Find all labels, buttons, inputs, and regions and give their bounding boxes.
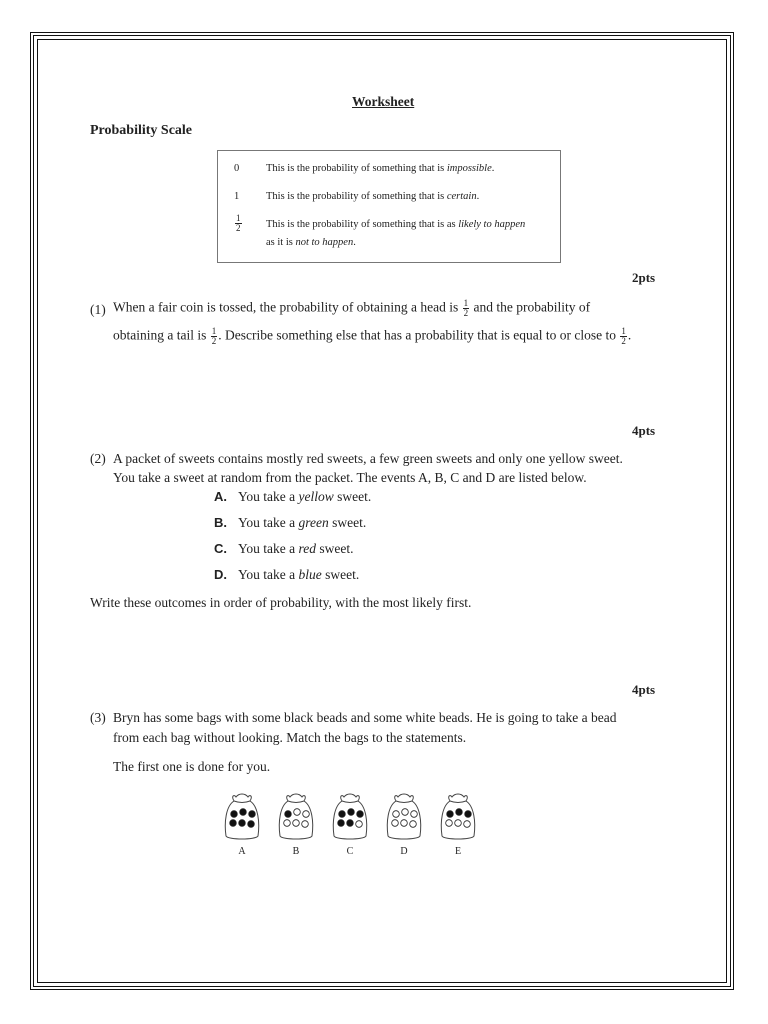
bead-black	[248, 821, 255, 828]
scale-desc-half-line2: as it is not to happen.	[266, 237, 356, 248]
bead-black	[465, 811, 472, 818]
probability-scale-box	[217, 150, 561, 263]
bead-white	[393, 811, 400, 818]
bag-a-icon	[222, 792, 262, 842]
bead-white	[356, 821, 363, 828]
scale-value-1: 1	[234, 191, 240, 202]
bag-label-a: A	[238, 846, 246, 857]
bead-black	[348, 809, 355, 816]
q1-number: (1)	[90, 302, 106, 317]
bead-black	[456, 809, 463, 816]
bead-white	[464, 821, 471, 828]
bead-white	[392, 820, 399, 827]
bead-white	[410, 821, 417, 828]
bead-black	[357, 811, 364, 818]
q2-option-b: B. You take a green sweet.	[214, 515, 367, 530]
bag-label-b: B	[292, 846, 300, 857]
q3-points: 4pts	[632, 682, 656, 697]
q1-line1: When a fair coin is tossed, the probability of obtaining a head is $\frac{1}{2}$ and the probability of	[113, 298, 591, 318]
bead-white	[401, 820, 408, 827]
bead-black	[447, 811, 454, 818]
bead-white	[411, 811, 418, 818]
scale-desc-half-line1: This is the probability of something that is as likely to happen	[266, 219, 526, 230]
bead-black	[230, 820, 237, 827]
bead-black	[338, 820, 345, 827]
q3-line2: from each bag without looking. Match the bags to the statements.	[113, 730, 467, 745]
bead-white	[402, 809, 409, 816]
bead-black	[347, 820, 354, 827]
scale-value-0: 0	[234, 163, 240, 174]
worksheet-title: Worksheet	[352, 94, 415, 109]
q2-option-a: A. You take a yellow sweet.	[214, 489, 372, 504]
bead-black	[285, 811, 292, 818]
probability-scale-heading: Probability Scale	[90, 123, 193, 138]
q1-line2: obtaining a tail is $\frac{1}{2}$ . Describe something else that has a probability that is equal to or close to $\frac{1}{2}$ .	[113, 326, 632, 346]
bead-white	[293, 820, 300, 827]
bag-b-icon	[276, 792, 316, 842]
scale-desc-1: This is the probability of something that is certain.	[266, 191, 480, 202]
bead-black	[339, 811, 346, 818]
bead-black	[240, 809, 247, 816]
bead-white	[446, 820, 453, 827]
bead-black	[249, 811, 256, 818]
bead-black	[239, 820, 246, 827]
bead-white	[284, 820, 291, 827]
bag-e-icon	[438, 792, 478, 842]
bead-white	[455, 820, 462, 827]
q3-number: (3)	[90, 710, 106, 725]
q1-points: 2pts	[632, 270, 656, 285]
q2-instruction: Write these outcomes in order of probability, with the most likely first.	[90, 595, 472, 610]
bead-black	[231, 811, 238, 818]
q2-option-d: D. You take a blue sweet.	[214, 567, 360, 582]
bead-white	[303, 811, 310, 818]
q2-points: 4pts	[632, 423, 656, 438]
bead-white	[302, 821, 309, 828]
bag-label-d: D	[400, 846, 408, 857]
bag-label-c: C	[346, 846, 354, 857]
scale-value-half: $\frac{1}{2}$	[236, 213, 241, 233]
q2-line2: You take a sweet at random from the packet. The events A, B, C and D are listed below.	[113, 470, 587, 485]
q3-line3: The first one is done for you.	[113, 759, 271, 774]
scale-desc-0: This is the probability of something that is impossible.	[266, 163, 495, 174]
bag-d-icon	[384, 792, 424, 842]
bead-white	[294, 809, 301, 816]
q2-number: (2)	[90, 451, 106, 466]
bead-bags	[222, 792, 492, 862]
q2-line1: A packet of sweets contains mostly red sweets, a few green sweets and only one yellow sweet.	[113, 451, 623, 466]
bag-c-icon	[330, 792, 370, 842]
q3-line1: Bryn has some bags with some black beads and some white beads. He is going to take a bead	[113, 710, 617, 725]
bag-label-e: E	[454, 846, 462, 857]
q2-option-c: C. You take a red sweet.	[214, 541, 354, 556]
